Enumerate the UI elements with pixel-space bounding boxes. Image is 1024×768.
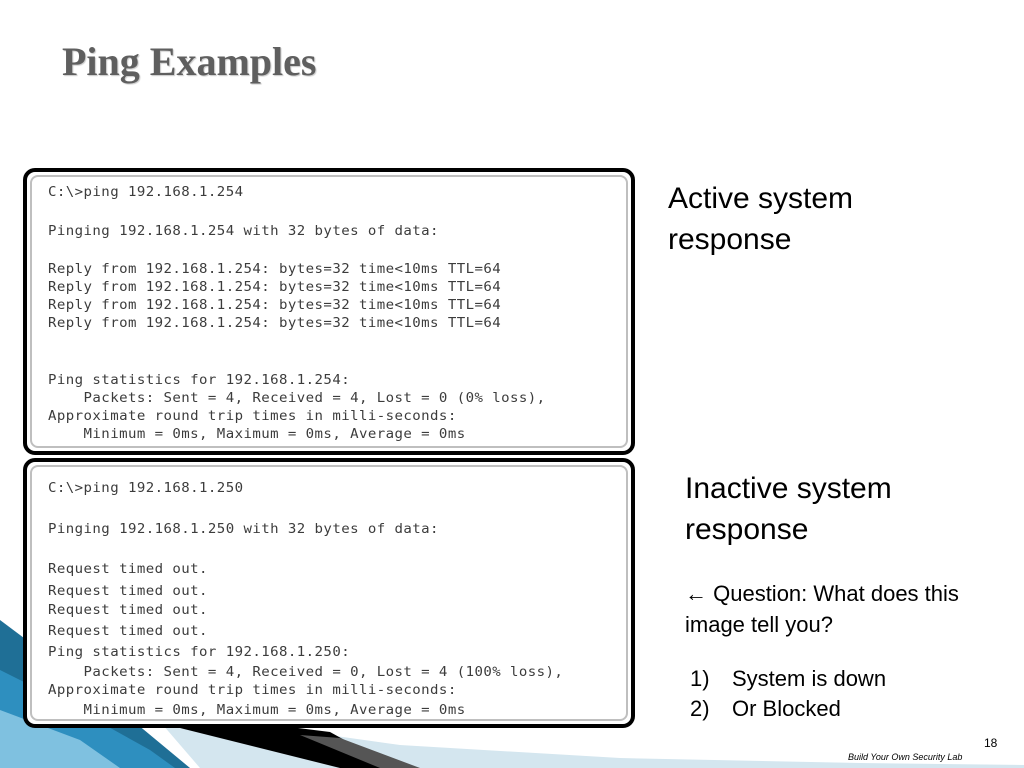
terminal-line: Reply from 192.168.1.254: bytes=32 time<10ms TTL=64 <box>48 316 502 331</box>
terminal-line: Minimum = 0ms, Maximum = 0ms, Average = 0ms <box>48 703 466 718</box>
terminal-line: Request timed out. <box>48 603 208 618</box>
terminal-line: Approximate round trip times in milli-seconds: <box>48 683 457 698</box>
terminal-line: Approximate round trip times in milli-seconds: <box>48 409 457 424</box>
terminal-screen <box>30 465 628 721</box>
inactive-ping-output <box>23 458 635 728</box>
terminal-line: Reply from 192.168.1.254: bytes=32 time<10ms TTL=64 <box>48 298 502 313</box>
page-number: 18 <box>984 736 998 750</box>
list-item-text: Or Blocked <box>732 696 841 721</box>
terminal-line: Pinging 192.168.1.254 with 32 bytes of data: <box>48 224 439 239</box>
slide-title: Ping Examples <box>62 39 317 84</box>
terminal-line: Request timed out. <box>48 624 208 639</box>
terminal-line: Packets: Sent = 4, Received = 0, Lost = 4 (100% loss), <box>48 665 564 680</box>
active-ping-output <box>23 168 635 455</box>
terminal-line: C:\>ping 192.168.1.254 <box>48 185 244 200</box>
answer-list <box>690 664 886 724</box>
footer-text: Build Your Own Security Lab <box>848 752 963 762</box>
terminal-line: Reply from 192.168.1.254: bytes=32 time<10ms TTL=64 <box>48 262 502 277</box>
list-number: 2) <box>690 696 710 721</box>
terminal-line: Minimum = 0ms, Maximum = 0ms, Average = 0ms <box>48 427 466 442</box>
terminal-line: C:\>ping 192.168.1.250 <box>48 481 244 496</box>
terminal-line: Packets: Sent = 4, Received = 4, Lost = 0 (0% loss), <box>48 391 546 406</box>
terminal-line: Pinging 192.168.1.250 with 32 bytes of data: <box>48 522 439 537</box>
terminal-line: Reply from 192.168.1.254: bytes=32 time<10ms TTL=64 <box>48 280 502 295</box>
terminal-line: Request timed out. <box>48 584 208 599</box>
list-item <box>690 694 886 724</box>
terminal-line: Ping statistics for 192.168.1.250: <box>48 645 351 660</box>
terminal-screen <box>30 175 628 448</box>
list-item-text: System is down <box>732 666 887 691</box>
inactive-response-label: Inactive system response <box>685 472 892 546</box>
active-response-label: Active system response <box>668 182 854 256</box>
terminal-line: Request timed out. <box>48 562 208 577</box>
terminal-line: Ping statistics for 192.168.1.254: <box>48 373 351 388</box>
list-number: 1) <box>690 666 710 691</box>
list-item <box>690 664 886 694</box>
question-text: ← Question: What does this image tell you? <box>685 581 959 637</box>
